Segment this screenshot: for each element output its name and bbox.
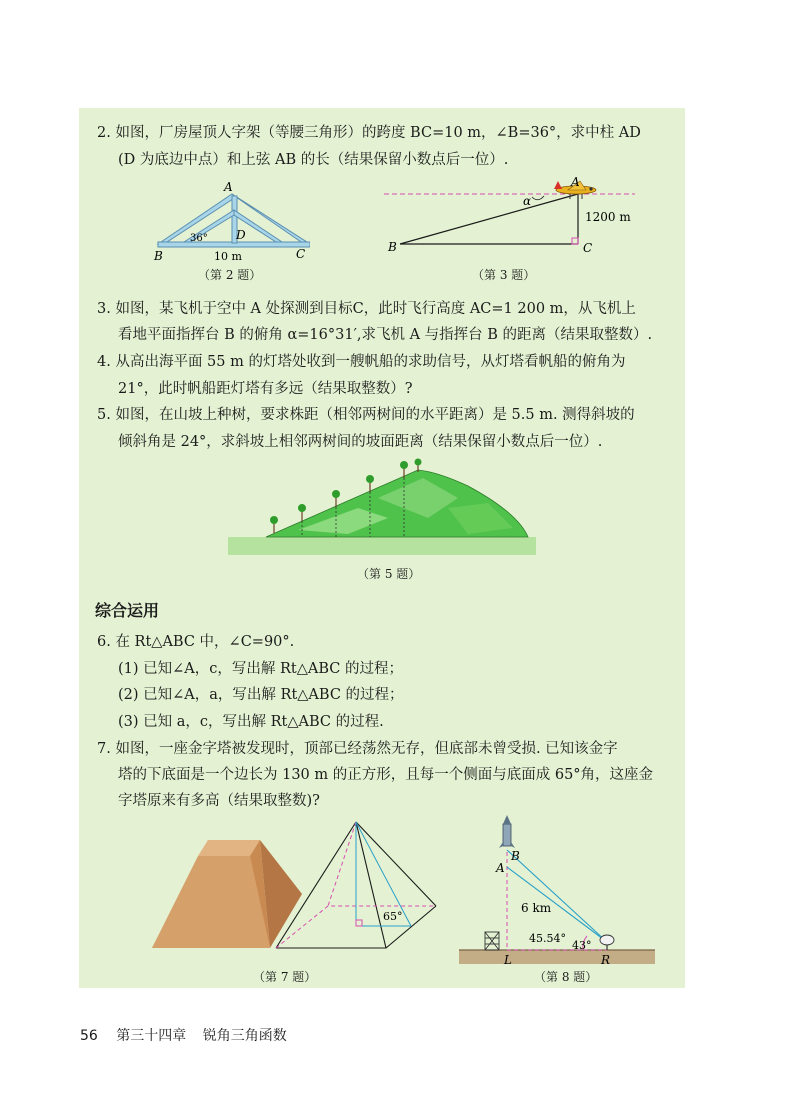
problem-7-line-2: 塔的下底面是一个边长为 130 m 的正方形，且每一个侧面与底面成 65°角，这座金 [118, 767, 654, 783]
figure-2-truss [150, 180, 310, 265]
fig3-label-b: B [388, 240, 397, 254]
fig8-angle-1: 45.54° [529, 932, 566, 945]
fig3-label-c: C [583, 241, 593, 255]
problem-4-line-2: 21°，此时帆船距灯塔有多远（结果取整数）? [118, 381, 413, 397]
problem-5-line-1: 5. 如图，在山坡上种树，要求株距（相邻两树间的水平距离）是 5.5 m. 测得斜坡的 [97, 407, 635, 423]
figure-7-caption: （第 7 题） [253, 970, 317, 984]
problem-3-line-1: 3. 如图，某飞机于空中 A 处探测到目标C，此时飞行高度 AC=1 200 m，从飞机上 [97, 301, 636, 317]
problem-5-line-2: 倾斜角是 24°，求斜坡上相邻两树间的坡面距离（结果保留小数点后一位）. [118, 434, 603, 450]
fig8-label-r: R [601, 953, 611, 967]
fig2-label-c: C [296, 247, 306, 261]
problem-6-line-1: 6. 在 Rt△ABC 中，∠C=90°. [97, 634, 295, 650]
figure-5-hillside [228, 458, 538, 558]
radar-dish-icon [600, 935, 614, 950]
chapter-label: 第三十四章 [116, 1028, 187, 1044]
fig2-label-b: B [154, 249, 163, 263]
fig8-label-a: A [496, 861, 505, 875]
problem-6-sub-2: (2) 已知∠A，a，写出解 Rt△ABC 的过程； [118, 687, 404, 703]
figure-3-airplane [380, 175, 640, 260]
fig2-angle-label: 36° [190, 233, 208, 244]
fig8-label-l: L [504, 953, 512, 967]
problem-3-line-2: 看地平面指挥台 B 的俯角 α=16°31′,求飞机 A 与指挥台 B 的距离（结果取整数）. [118, 327, 653, 343]
page-number: 56 [80, 1028, 98, 1044]
problem-2-line-1: 2. 如图，厂房屋顶人字架（等腰三角形）的跨度 BC=10 m，∠B=36°，求中柱 AD [97, 125, 641, 141]
problem-6-sub-3: (3) 已知 a，c，写出解 Rt△ABC 的过程. [118, 714, 384, 730]
fig8-angle-2: 43° [572, 939, 592, 952]
section-heading: 综合运用 [95, 601, 160, 620]
figure-7-pyramid [150, 818, 445, 953]
problem-6-sub-1: (1) 已知∠A，c，写出解 Rt△ABC 的过程； [118, 661, 403, 677]
fig8-label-b: B [511, 849, 520, 863]
fig2-label-d: D [236, 228, 246, 242]
fig2-span-label: 10 m [214, 250, 242, 263]
launch-tower-icon [485, 932, 499, 950]
problem-7-line-1: 7. 如图，一座金字塔被发现时，顶部已经荡然无存，但底部未曾受损. 已知该金字 [97, 741, 618, 757]
figure-2-caption: （第 2 题） [198, 268, 262, 282]
problem-4-line-1: 4. 从高出海平面 55 m 的灯塔处收到一艘帆船的求助信号，从灯塔看帆船的俯角为 [97, 354, 626, 370]
fig8-distance: 6 km [521, 901, 552, 915]
problem-7-line-3: 字塔原来有多高（结果取整数)? [118, 793, 320, 809]
problem-2-line-2: (D 为底边中点）和上弦 AB 的长（结果保留小数点后一位）. [118, 152, 509, 168]
fig2-label-a: A [224, 180, 233, 194]
page-footer [80, 1025, 287, 1045]
figure-5-caption: （第 5 题） [357, 567, 421, 581]
fig7-angle-label: 65° [383, 910, 403, 923]
fig3-alpha: α [523, 194, 532, 208]
chapter-title: 锐角三角函数 [202, 1028, 287, 1044]
fig3-label-a: A [571, 175, 580, 189]
figure-8-rocket [455, 812, 660, 972]
figure-8-caption: （第 8 题） [534, 970, 598, 984]
rocket-icon [499, 815, 515, 848]
figure-3-caption: （第 3 题） [472, 268, 536, 282]
fig3-height-label: 1200 m [585, 210, 631, 224]
